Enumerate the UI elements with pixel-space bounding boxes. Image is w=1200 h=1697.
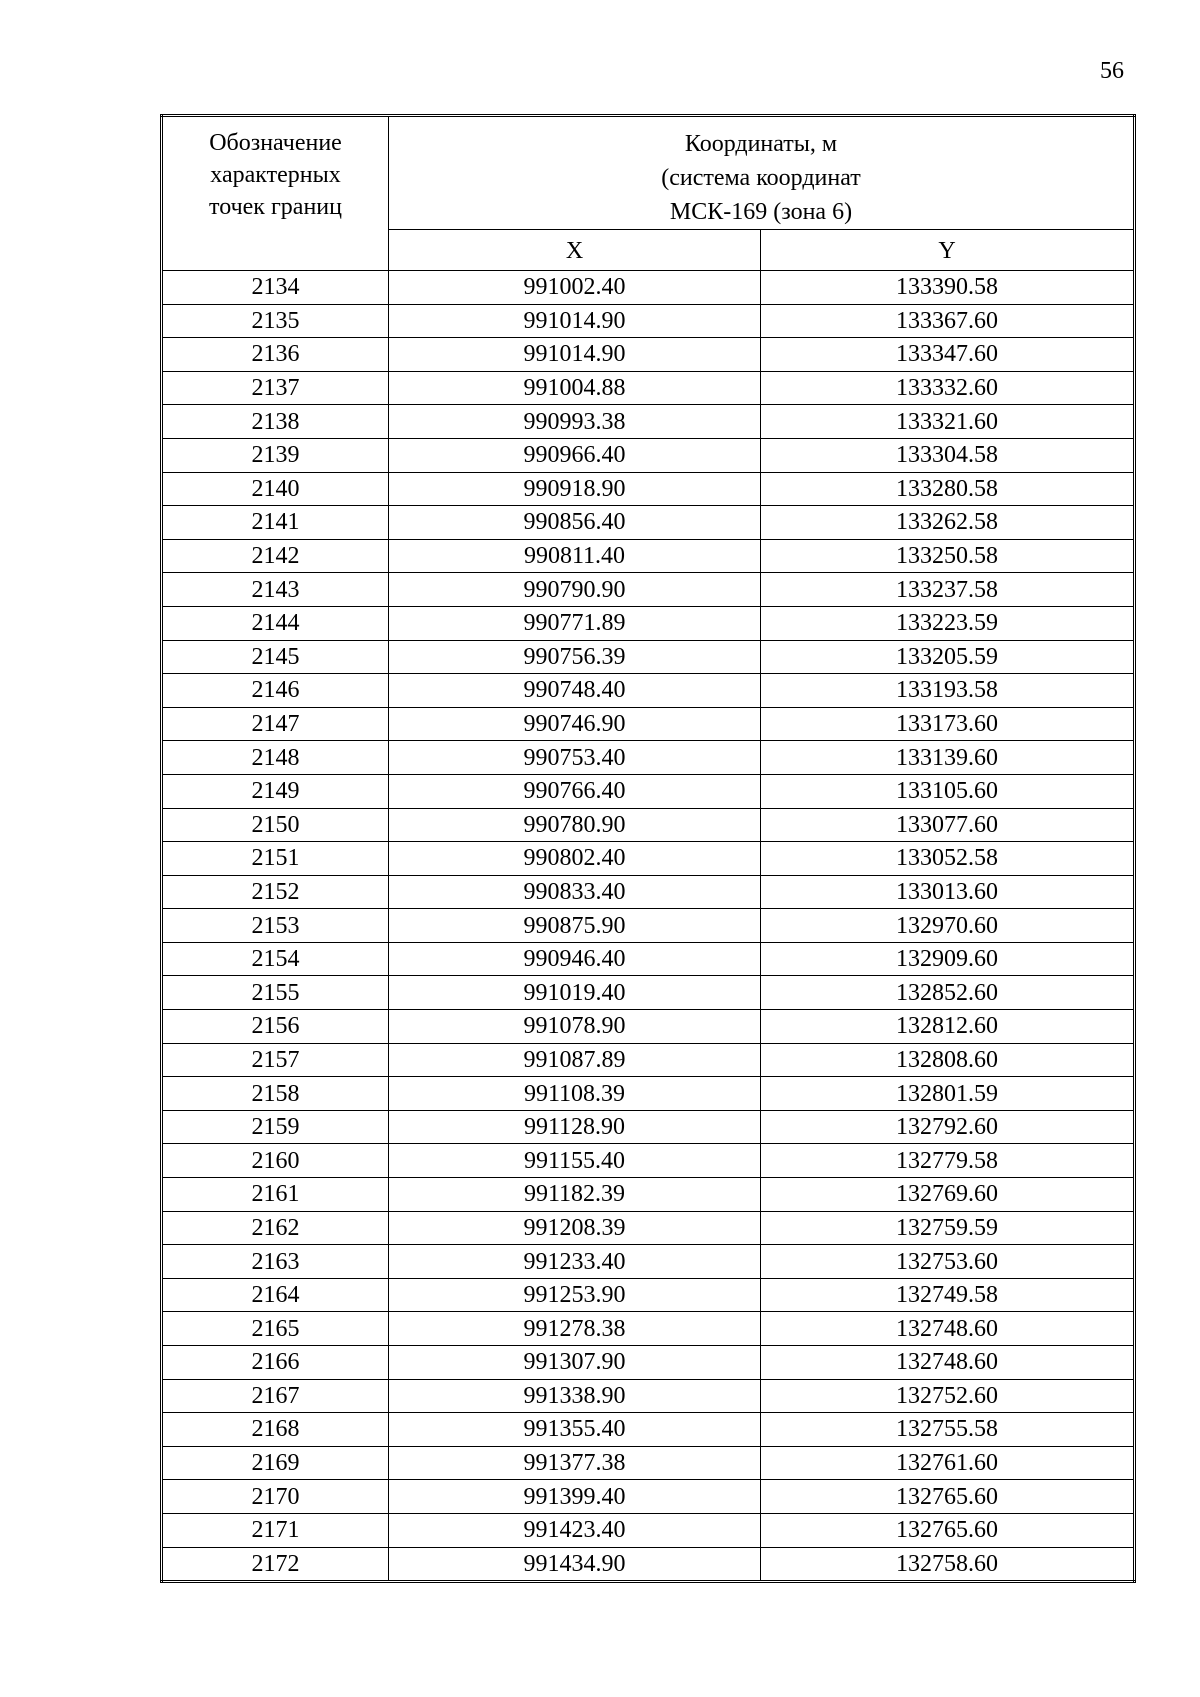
x-coordinate-cell: 990856.40	[389, 506, 761, 540]
coordinates-header-line: (система координат	[661, 165, 861, 191]
point-id-cell: 2169	[162, 1446, 389, 1480]
point-id-cell: 2164	[162, 1278, 389, 1312]
table-header	[162, 116, 1135, 271]
point-id-cell: 2153	[162, 909, 389, 943]
y-coordinate-cell: 133390.58	[761, 271, 1135, 305]
point-id-cell: 2139	[162, 438, 389, 472]
table-row	[162, 1077, 1135, 1111]
y-coordinate-cell: 133304.58	[761, 438, 1135, 472]
table-row	[162, 976, 1135, 1010]
x-coordinate-cell: 991004.88	[389, 371, 761, 405]
x-coordinate-cell: 991078.90	[389, 1010, 761, 1044]
x-coordinate-cell: 991108.39	[389, 1077, 761, 1111]
x-coordinate-cell: 990966.40	[389, 438, 761, 472]
table-row	[162, 1178, 1135, 1212]
x-coordinate-cell: 990875.90	[389, 909, 761, 943]
y-column-header: Y	[761, 230, 1135, 271]
table-row	[162, 942, 1135, 976]
x-coordinate-cell: 991019.40	[389, 976, 761, 1010]
x-coordinate-cell: 990811.40	[389, 539, 761, 573]
y-coordinate-cell: 133332.60	[761, 371, 1135, 405]
y-coordinate-cell: 133193.58	[761, 674, 1135, 708]
coordinates-table	[160, 114, 1136, 1583]
point-id-cell: 2168	[162, 1413, 389, 1447]
y-coordinate-cell: 132909.60	[761, 942, 1135, 976]
point-id-cell: 2158	[162, 1077, 389, 1111]
y-coordinate-cell: 132801.59	[761, 1077, 1135, 1111]
table-row	[162, 1547, 1135, 1582]
x-coordinate-cell: 991014.90	[389, 338, 761, 372]
table-row	[162, 438, 1135, 472]
point-id-cell: 2144	[162, 606, 389, 640]
point-id-cell: 2134	[162, 271, 389, 305]
point-id-cell: 2157	[162, 1043, 389, 1077]
x-coordinate-cell: 991014.90	[389, 304, 761, 338]
x-coordinate-cell: 990780.90	[389, 808, 761, 842]
table-row	[162, 707, 1135, 741]
table-row	[162, 1312, 1135, 1346]
y-coordinate-cell: 132970.60	[761, 909, 1135, 943]
point-id-cell: 2160	[162, 1144, 389, 1178]
table-row	[162, 1513, 1135, 1547]
x-coordinate-cell: 991278.38	[389, 1312, 761, 1346]
coordinates-header	[389, 116, 1135, 230]
point-id-cell: 2165	[162, 1312, 389, 1346]
y-coordinate-cell: 132769.60	[761, 1178, 1135, 1212]
table-row	[162, 842, 1135, 876]
y-coordinate-cell: 133139.60	[761, 741, 1135, 775]
point-id-cell: 2167	[162, 1379, 389, 1413]
y-coordinate-cell: 133205.59	[761, 640, 1135, 674]
y-coordinate-cell: 133262.58	[761, 506, 1135, 540]
y-coordinate-cell: 133077.60	[761, 808, 1135, 842]
table-row	[162, 1446, 1135, 1480]
page-number: 56	[1100, 58, 1124, 84]
point-id-cell: 2150	[162, 808, 389, 842]
table-row	[162, 271, 1135, 305]
x-coordinate-cell: 991423.40	[389, 1513, 761, 1547]
x-coordinate-cell: 990918.90	[389, 472, 761, 506]
y-coordinate-cell: 132765.60	[761, 1480, 1135, 1514]
y-coordinate-cell: 132748.60	[761, 1346, 1135, 1380]
table-row	[162, 338, 1135, 372]
table-row	[162, 573, 1135, 607]
point-id-cell: 2154	[162, 942, 389, 976]
table-row	[162, 1480, 1135, 1514]
point-id-cell: 2163	[162, 1245, 389, 1279]
x-coordinate-cell: 990753.40	[389, 741, 761, 775]
point-id-cell: 2147	[162, 707, 389, 741]
y-coordinate-cell: 133250.58	[761, 539, 1135, 573]
x-coordinate-cell: 991208.39	[389, 1211, 761, 1245]
y-coordinate-cell: 132792.60	[761, 1110, 1135, 1144]
table-row	[162, 875, 1135, 909]
x-coordinate-cell: 991377.38	[389, 1446, 761, 1480]
point-id-cell: 2156	[162, 1010, 389, 1044]
x-coordinate-cell: 990993.38	[389, 405, 761, 439]
x-coordinate-cell: 991155.40	[389, 1144, 761, 1178]
y-coordinate-cell: 133321.60	[761, 405, 1135, 439]
point-id-cell: 2138	[162, 405, 389, 439]
table-row	[162, 371, 1135, 405]
coordinates-header-line: Координаты, м	[684, 131, 838, 157]
x-coordinate-cell: 990802.40	[389, 842, 761, 876]
table-row	[162, 606, 1135, 640]
table-row	[162, 1211, 1135, 1245]
x-coordinate-cell: 990833.40	[389, 875, 761, 909]
x-coordinate-cell: 991355.40	[389, 1413, 761, 1447]
y-coordinate-cell: 132755.58	[761, 1413, 1135, 1447]
y-coordinate-cell: 133105.60	[761, 774, 1135, 808]
table-row	[162, 1043, 1135, 1077]
table-row	[162, 1413, 1135, 1447]
y-coordinate-cell: 133280.58	[761, 472, 1135, 506]
point-id-cell: 2155	[162, 976, 389, 1010]
table-row	[162, 774, 1135, 808]
table-row	[162, 304, 1135, 338]
y-coordinate-cell: 133173.60	[761, 707, 1135, 741]
point-id-cell: 2162	[162, 1211, 389, 1245]
x-coordinate-cell: 990946.40	[389, 942, 761, 976]
y-coordinate-cell: 133052.58	[761, 842, 1135, 876]
point-id-cell: 2141	[162, 506, 389, 540]
point-designation-header-line: точек границ	[209, 194, 342, 220]
table-row	[162, 506, 1135, 540]
y-coordinate-cell: 132748.60	[761, 1312, 1135, 1346]
x-coordinate-cell: 990766.40	[389, 774, 761, 808]
point-designation-header-line: Обозначение	[209, 130, 342, 156]
point-id-cell: 2159	[162, 1110, 389, 1144]
x-coordinate-cell: 990756.39	[389, 640, 761, 674]
y-coordinate-cell: 133347.60	[761, 338, 1135, 372]
x-coordinate-cell: 991307.90	[389, 1346, 761, 1380]
x-coordinate-cell: 991087.89	[389, 1043, 761, 1077]
table-row	[162, 539, 1135, 573]
x-coordinate-cell: 991338.90	[389, 1379, 761, 1413]
x-coordinate-cell: 990790.90	[389, 573, 761, 607]
point-id-cell: 2136	[162, 338, 389, 372]
x-coordinate-cell: 990746.90	[389, 707, 761, 741]
y-coordinate-cell: 132758.60	[761, 1547, 1135, 1582]
point-id-cell: 2166	[162, 1346, 389, 1380]
point-id-cell: 2143	[162, 573, 389, 607]
y-coordinate-cell: 132812.60	[761, 1010, 1135, 1044]
table-row	[162, 640, 1135, 674]
point-id-cell: 2140	[162, 472, 389, 506]
y-coordinate-cell: 133237.58	[761, 573, 1135, 607]
x-coordinate-cell: 991002.40	[389, 271, 761, 305]
x-coordinate-cell: 991182.39	[389, 1178, 761, 1212]
table-row	[162, 674, 1135, 708]
point-id-cell: 2142	[162, 539, 389, 573]
x-coordinate-cell: 991233.40	[389, 1245, 761, 1279]
point-id-cell: 2161	[162, 1178, 389, 1212]
point-id-cell: 2170	[162, 1480, 389, 1514]
x-coordinate-cell: 991399.40	[389, 1480, 761, 1514]
y-coordinate-cell: 132761.60	[761, 1446, 1135, 1480]
table-row	[162, 1110, 1135, 1144]
y-coordinate-cell: 132759.59	[761, 1211, 1135, 1245]
y-coordinate-cell: 132752.60	[761, 1379, 1135, 1413]
y-coordinate-cell: 132779.58	[761, 1144, 1135, 1178]
table-row	[162, 1379, 1135, 1413]
y-coordinate-cell: 132852.60	[761, 976, 1135, 1010]
coordinates-table-container	[160, 114, 1133, 1583]
point-id-cell: 2137	[162, 371, 389, 405]
point-id-cell: 2151	[162, 842, 389, 876]
x-coordinate-cell: 991434.90	[389, 1547, 761, 1582]
x-coordinate-cell: 990748.40	[389, 674, 761, 708]
table-row	[162, 1346, 1135, 1380]
point-id-cell: 2171	[162, 1513, 389, 1547]
header-row-main	[162, 116, 1135, 230]
point-id-cell: 2149	[162, 774, 389, 808]
point-id-cell: 2148	[162, 741, 389, 775]
table-body	[162, 271, 1135, 1582]
point-id-cell: 2172	[162, 1547, 389, 1582]
table-row	[162, 1245, 1135, 1279]
point-id-cell: 2152	[162, 875, 389, 909]
table-row	[162, 1278, 1135, 1312]
y-coordinate-cell: 132765.60	[761, 1513, 1135, 1547]
table-row	[162, 909, 1135, 943]
x-coordinate-cell: 991253.90	[389, 1278, 761, 1312]
point-designation-header	[162, 116, 389, 271]
table-row	[162, 405, 1135, 439]
point-designation-header-line: характерных	[210, 162, 341, 188]
x-column-header: X	[389, 230, 761, 271]
y-coordinate-cell: 133013.60	[761, 875, 1135, 909]
x-coordinate-cell: 990771.89	[389, 606, 761, 640]
table-row	[162, 1010, 1135, 1044]
table-row	[162, 1144, 1135, 1178]
coordinates-header-line: МСК-169 (зона 6)	[669, 199, 853, 225]
y-coordinate-cell: 132749.58	[761, 1278, 1135, 1312]
table-row	[162, 472, 1135, 506]
point-id-cell: 2135	[162, 304, 389, 338]
y-coordinate-cell: 133223.59	[761, 606, 1135, 640]
y-coordinate-cell: 132753.60	[761, 1245, 1135, 1279]
table-row	[162, 741, 1135, 775]
point-id-cell: 2146	[162, 674, 389, 708]
x-coordinate-cell: 991128.90	[389, 1110, 761, 1144]
point-id-cell: 2145	[162, 640, 389, 674]
y-coordinate-cell: 132808.60	[761, 1043, 1135, 1077]
y-coordinate-cell: 133367.60	[761, 304, 1135, 338]
table-row	[162, 808, 1135, 842]
